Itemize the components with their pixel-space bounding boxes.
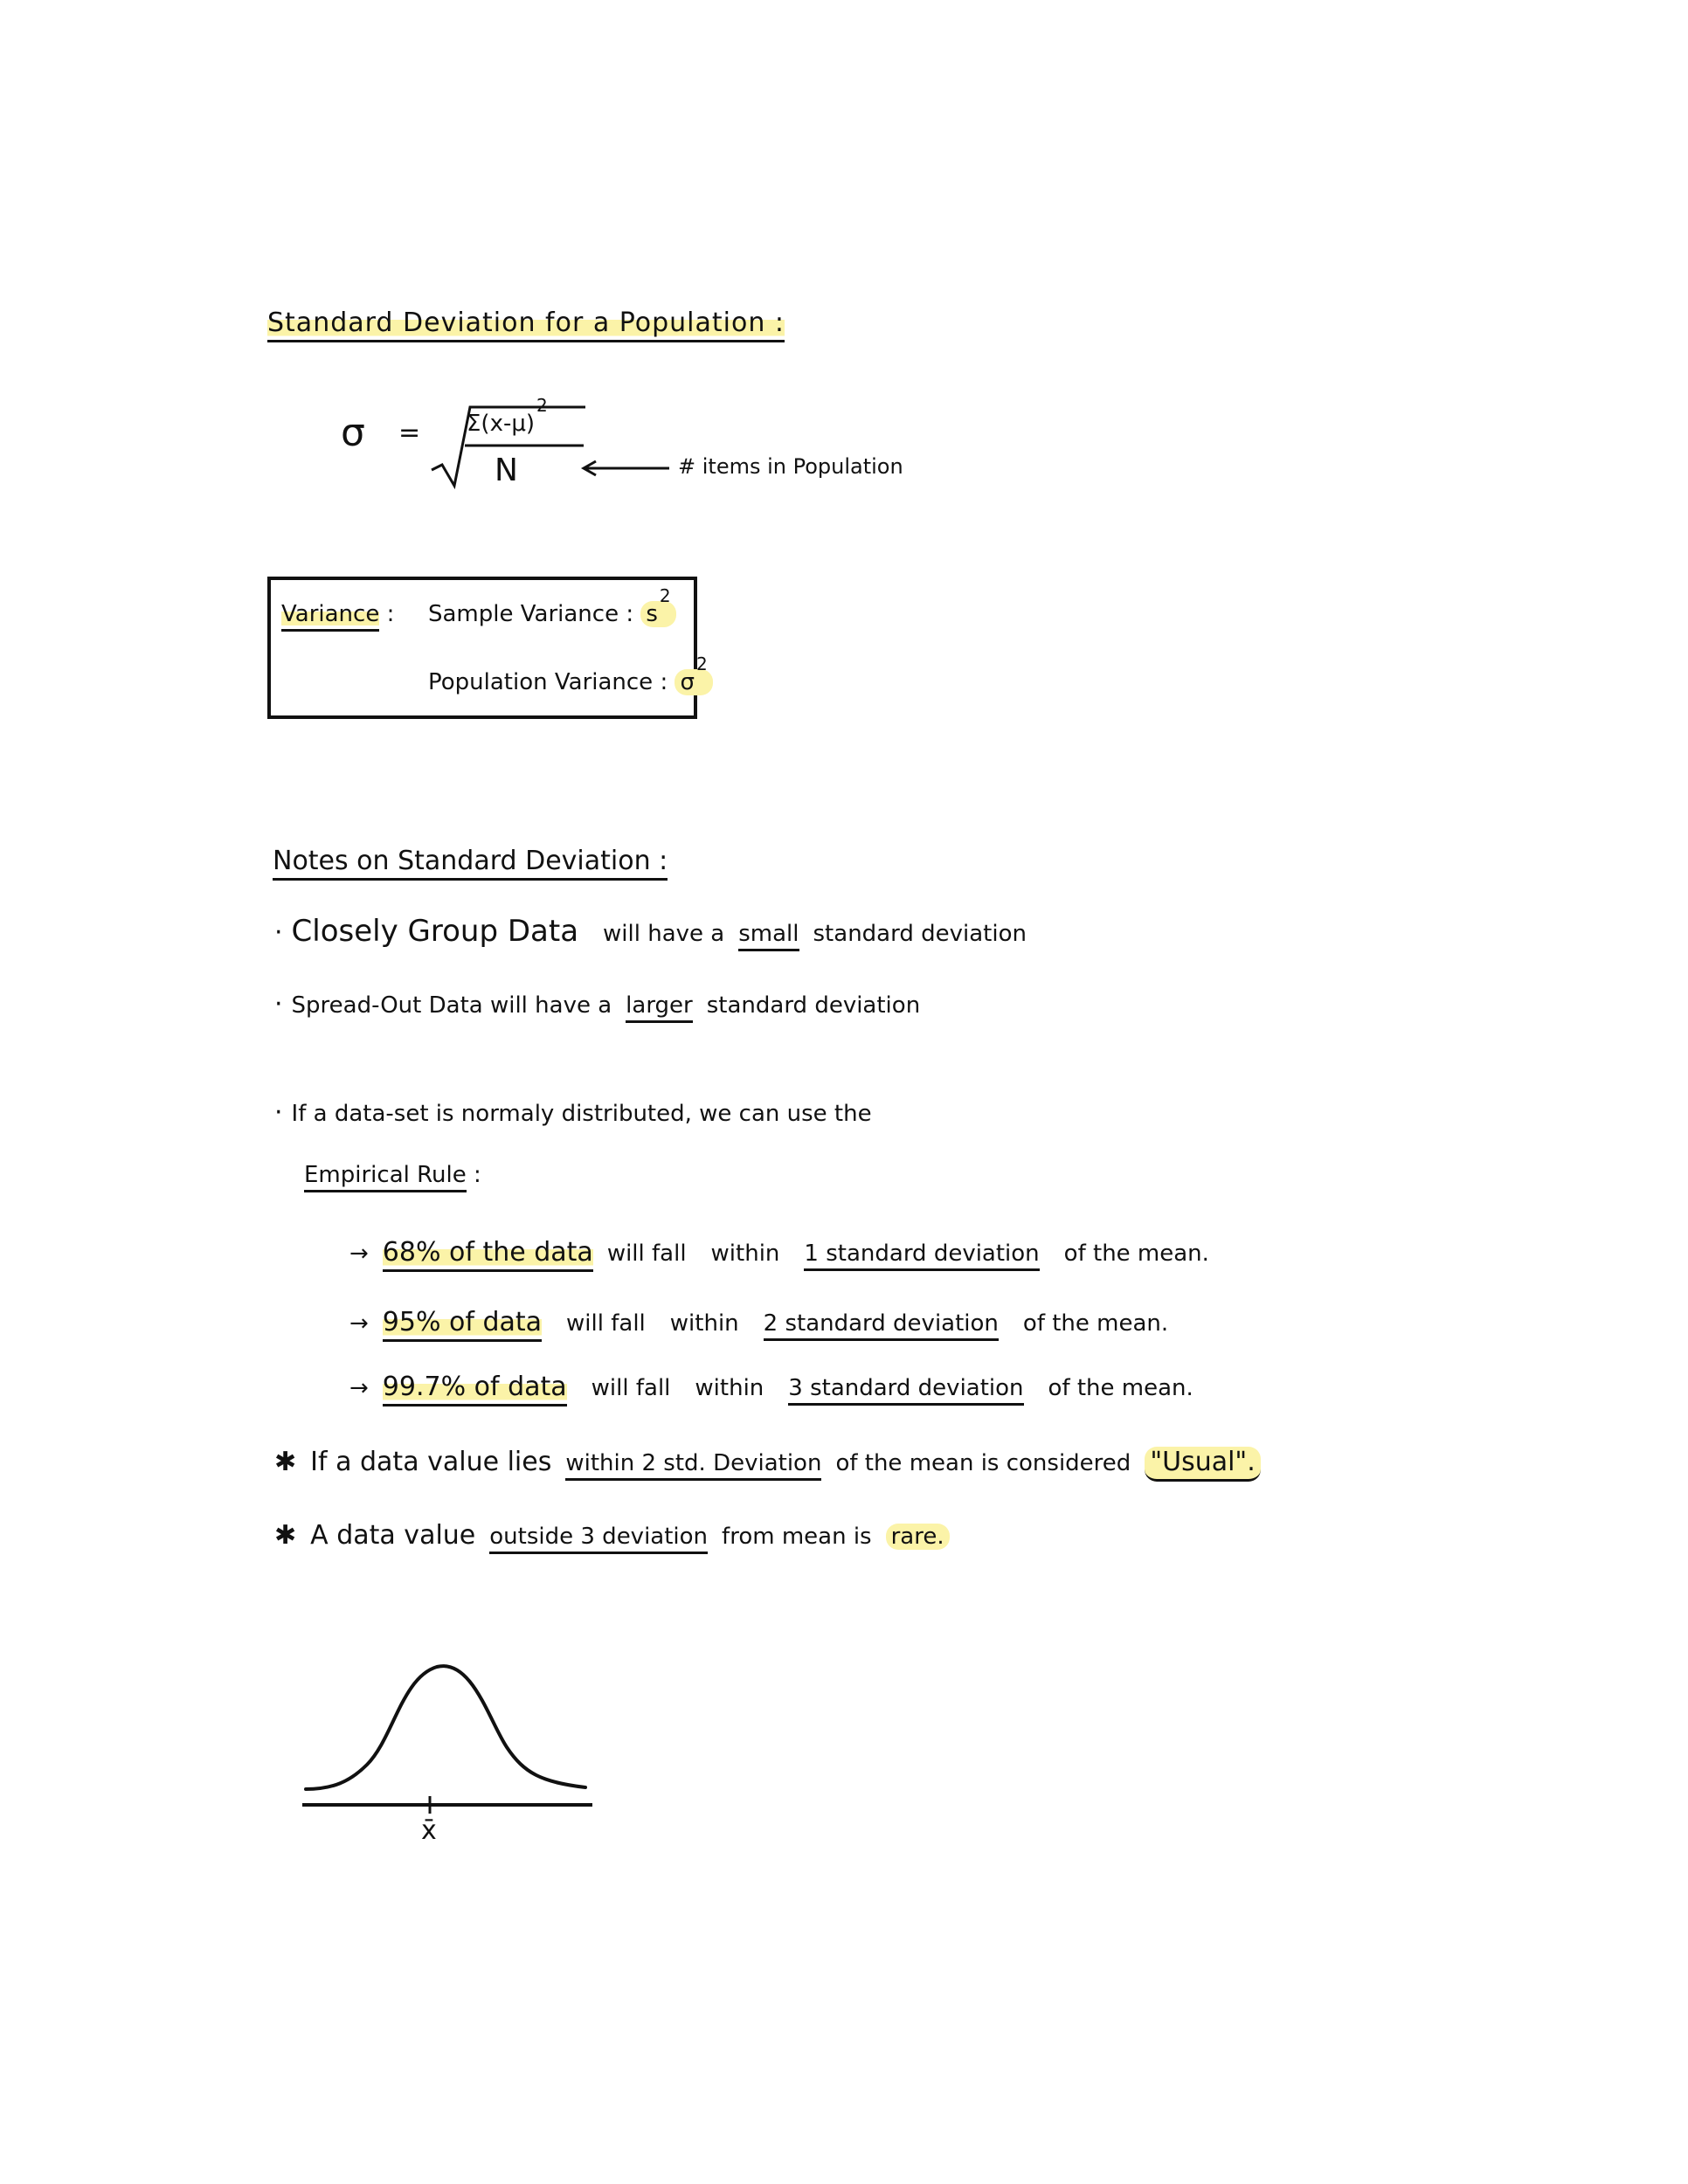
empirical-sd-1: 1 standard deviation bbox=[804, 1241, 1039, 1271]
sigma-symbol: σ bbox=[341, 411, 365, 455]
population-sd-heading bbox=[267, 308, 785, 338]
population-variance-colon: : bbox=[660, 669, 668, 695]
star-note-rare bbox=[274, 1520, 950, 1551]
note-closely-text: Closely Group Data bbox=[291, 914, 579, 949]
left-arrow-icon bbox=[580, 458, 671, 479]
empirical-of-mean: of the mean. bbox=[1048, 1375, 1193, 1401]
formula-numerator bbox=[467, 395, 548, 437]
variance-title bbox=[281, 601, 394, 627]
asterisk-icon: ✱ bbox=[274, 1520, 297, 1551]
population-variance-symbol-text: σ bbox=[680, 669, 695, 695]
note-spread-text: Spread-Out Data will have a bbox=[291, 992, 612, 1019]
sample-variance-row bbox=[428, 585, 676, 627]
empirical-within: within bbox=[695, 1375, 764, 1401]
formula-equals: = bbox=[398, 418, 421, 448]
bell-curve-sketch bbox=[297, 1642, 603, 1852]
sample-variance-exponent: 2 bbox=[659, 585, 671, 606]
note-normal-text: If a data-set is normaly distributed, we can use the bbox=[291, 1101, 872, 1127]
note-spread-out bbox=[274, 989, 920, 1019]
population-variance-symbol bbox=[675, 653, 712, 695]
empirical-fall: will fall bbox=[566, 1310, 646, 1337]
star-note-usual bbox=[274, 1447, 1261, 1477]
note-closely-grouped bbox=[274, 914, 1027, 949]
note-small-word: small bbox=[738, 921, 799, 951]
population-count-note: # items in Population bbox=[678, 454, 903, 479]
usual-considered: of the mean is considered bbox=[835, 1450, 1131, 1476]
empirical-fall: will fall bbox=[591, 1375, 671, 1401]
right-arrow-icon: → bbox=[349, 1375, 369, 1401]
variance-box bbox=[267, 577, 697, 719]
right-arrow-icon: → bbox=[349, 1310, 369, 1337]
note-larger-word: larger bbox=[626, 992, 693, 1023]
note-spread-sd: standard deviation bbox=[706, 992, 921, 1019]
empirical-row-2 bbox=[349, 1307, 1168, 1337]
empirical-pct-68: 68% of the data bbox=[383, 1237, 593, 1272]
empirical-of-mean: of the mean. bbox=[1063, 1241, 1209, 1267]
empirical-within: within bbox=[710, 1241, 780, 1267]
formula-numerator-text: Σ(x-μ) bbox=[467, 411, 536, 437]
population-variance-label: Population Variance bbox=[428, 669, 654, 695]
note-closely-sd: standard deviation bbox=[813, 921, 1027, 947]
bell-curve-center-label: x̄ bbox=[421, 1815, 437, 1846]
notes-heading-text: Notes on Standard Deviation : bbox=[273, 846, 668, 881]
bullet-dot: · bbox=[274, 989, 283, 1019]
bullet-dot: · bbox=[274, 917, 283, 948]
variance-title-colon: : bbox=[386, 601, 395, 627]
empirical-fall: will fall bbox=[606, 1241, 687, 1267]
empirical-sd-3: 3 standard deviation bbox=[788, 1375, 1023, 1406]
rare-from-mean: from mean is bbox=[722, 1524, 872, 1550]
empirical-rule-colon: : bbox=[473, 1162, 481, 1188]
population-sd-heading-text: Standard Deviation for a Population : bbox=[267, 308, 785, 342]
empirical-rule-label bbox=[304, 1162, 481, 1188]
bullet-dot: · bbox=[274, 1097, 283, 1128]
sample-variance-label: Sample Variance bbox=[428, 601, 619, 627]
empirical-row-1 bbox=[349, 1237, 1209, 1268]
empirical-within: within bbox=[669, 1310, 739, 1337]
sample-variance-colon: : bbox=[626, 601, 634, 627]
rare-outside-3: outside 3 deviation bbox=[489, 1524, 708, 1554]
rare-note-text: A data value bbox=[310, 1520, 476, 1551]
note-normal-distribution bbox=[274, 1097, 872, 1128]
notes-heading bbox=[273, 846, 668, 876]
empirical-sd-2: 2 standard deviation bbox=[764, 1310, 999, 1341]
formula-denominator: N bbox=[495, 453, 518, 488]
rare-word: rare. bbox=[886, 1524, 950, 1550]
population-variance-row bbox=[428, 653, 713, 695]
usual-within-2-std: within 2 std. Deviation bbox=[565, 1450, 821, 1481]
formula-numerator-exponent: 2 bbox=[536, 395, 548, 416]
empirical-pct-95: 95% of data bbox=[383, 1307, 542, 1342]
empirical-pct-99-7: 99.7% of data bbox=[383, 1372, 567, 1406]
usual-word: "Usual". bbox=[1145, 1447, 1260, 1482]
empirical-rule-text: Empirical Rule bbox=[304, 1162, 467, 1192]
empirical-of-mean: of the mean. bbox=[1022, 1310, 1169, 1337]
asterisk-icon: ✱ bbox=[274, 1447, 297, 1477]
right-arrow-icon: → bbox=[349, 1241, 369, 1267]
sample-variance-symbol-text: s bbox=[646, 601, 658, 627]
bell-curve-line bbox=[306, 1666, 585, 1789]
usual-note-text: If a data value lies bbox=[310, 1447, 552, 1477]
note-closely-will-have: will have a bbox=[603, 921, 725, 947]
sample-variance-symbol bbox=[640, 585, 675, 627]
population-variance-exponent: 2 bbox=[695, 653, 708, 674]
variance-title-text: Variance bbox=[281, 601, 379, 632]
empirical-row-3 bbox=[349, 1372, 1193, 1402]
